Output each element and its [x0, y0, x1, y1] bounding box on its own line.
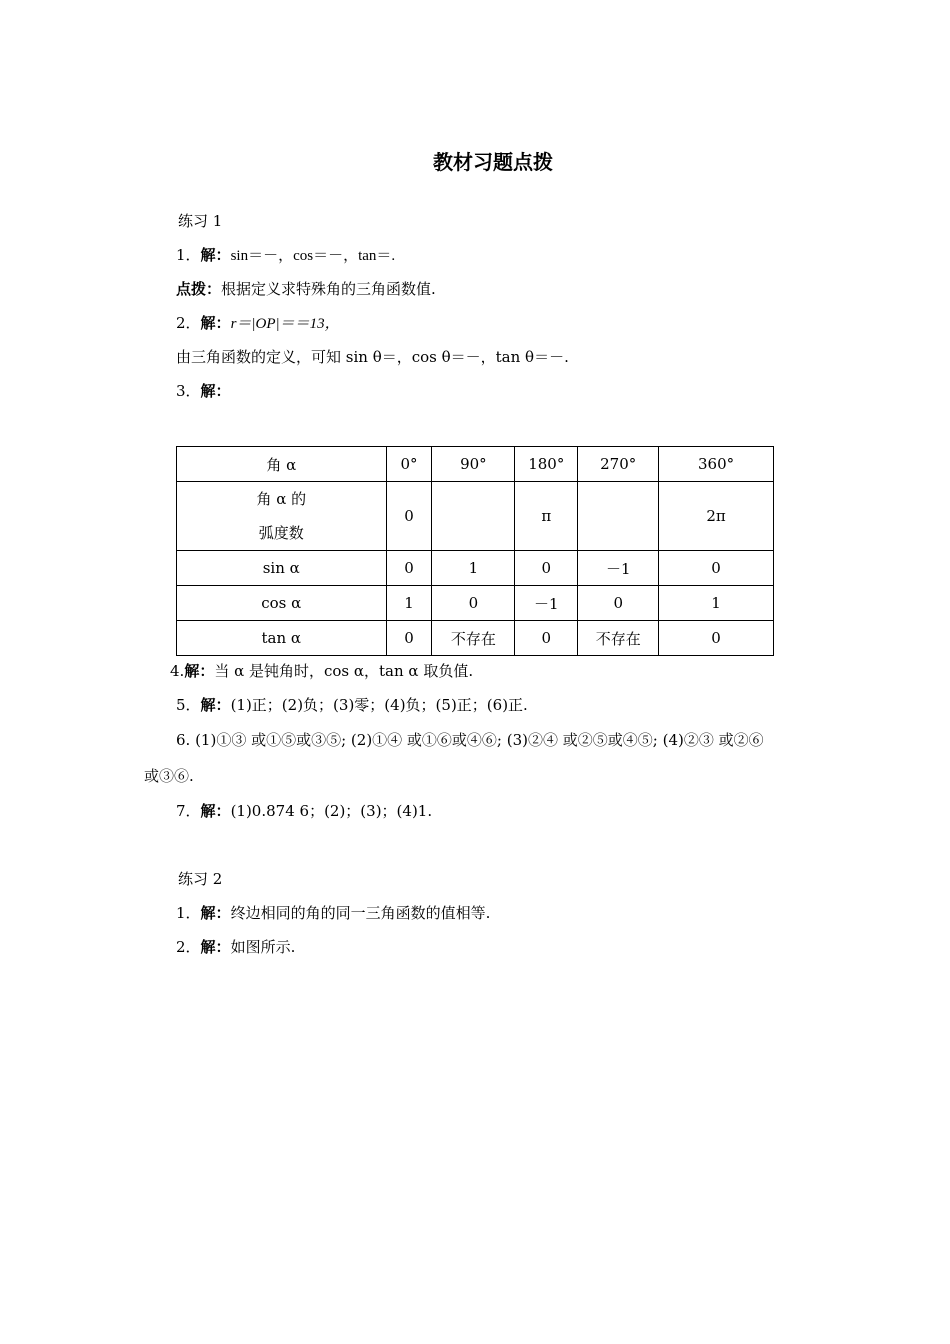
table-cell: 360° — [659, 447, 774, 482]
table-cell: 0 — [515, 551, 578, 586]
exercise-2-answer-2: 2．解：如图所示. — [176, 938, 296, 956]
table-row-cos — [177, 586, 774, 621]
answer-6: 6. (1)①③ 或①⑤或③⑤; (2)①④ 或①⑥或④⑥; (3)②④ 或②⑤或④⑤; (4)②③ 或②⑥ — [176, 731, 764, 749]
table-cell: 1 — [432, 551, 515, 586]
table-cell: 0 — [515, 621, 578, 656]
table-cell: 角 α 的 弧度数 — [177, 482, 387, 551]
table-cell: tan α — [177, 621, 387, 656]
table-cell: 0 — [659, 551, 774, 586]
exercise-2-answer-1: 1．解：终边相同的角的同一三角函数的值相等. — [176, 904, 491, 922]
exercise-2-heading: 练习 2 — [178, 870, 223, 888]
table-cell: 270° — [578, 447, 659, 482]
table-cell: 0 — [432, 586, 515, 621]
answer-2-continued: 由三角函数的定义，可知 sin θ＝，cos θ＝－，tan θ＝－. — [176, 348, 569, 366]
answer-7: 7．解：(1)0.874 6；(2)；(3)；(4)1. — [176, 802, 433, 820]
answer-5: 5．解：(1)正；(2)负；(3)零；(4)负；(5)正；(6)正. — [176, 696, 528, 714]
table-cell: 不存在 — [432, 621, 515, 656]
table-row-radian — [177, 482, 774, 551]
table-cell: 角 α — [177, 447, 387, 482]
table-cell: 2π — [659, 482, 774, 551]
table-cell: 0 — [386, 482, 432, 551]
table-cell: 180° — [515, 447, 578, 482]
answer-3: 3．解： — [176, 382, 231, 400]
answer-2: 2．解：r＝|OP|＝＝13， — [176, 314, 340, 332]
table-cell — [432, 482, 515, 551]
table-cell: 0 — [386, 621, 432, 656]
table-cell: －1 — [578, 551, 659, 586]
answer-1: 1．解：sin＝－，cos＝－，tan＝. — [176, 246, 396, 264]
table-cell: 0 — [386, 551, 432, 586]
table-row-tan — [177, 621, 774, 656]
table-cell: 0 — [578, 586, 659, 621]
table-cell: 1 — [386, 586, 432, 621]
table-cell: 1 — [659, 586, 774, 621]
trig-value-table — [176, 446, 774, 656]
table-cell: 0 — [659, 621, 774, 656]
answer-6-continued: 或③⑥. — [144, 767, 194, 785]
table-cell — [578, 482, 659, 551]
table-cell: π — [515, 482, 578, 551]
table-cell: 90° — [432, 447, 515, 482]
table-cell: cos α — [177, 586, 387, 621]
exercise-1-heading: 练习 1 — [178, 212, 223, 230]
answer-4: 4.解：当 α 是钝角时，cos α，tan α 取负值. — [170, 662, 474, 680]
table-header-row — [177, 447, 774, 482]
table-cell: 0° — [386, 447, 432, 482]
tip: 点拨：根据定义求特殊角的三角函数值. — [176, 280, 436, 298]
table-cell: －1 — [515, 586, 578, 621]
table-cell: sin α — [177, 551, 387, 586]
table-cell: 不存在 — [578, 621, 659, 656]
table-row-sin — [177, 551, 774, 586]
page-title: 教材习题点拨 — [433, 150, 553, 174]
